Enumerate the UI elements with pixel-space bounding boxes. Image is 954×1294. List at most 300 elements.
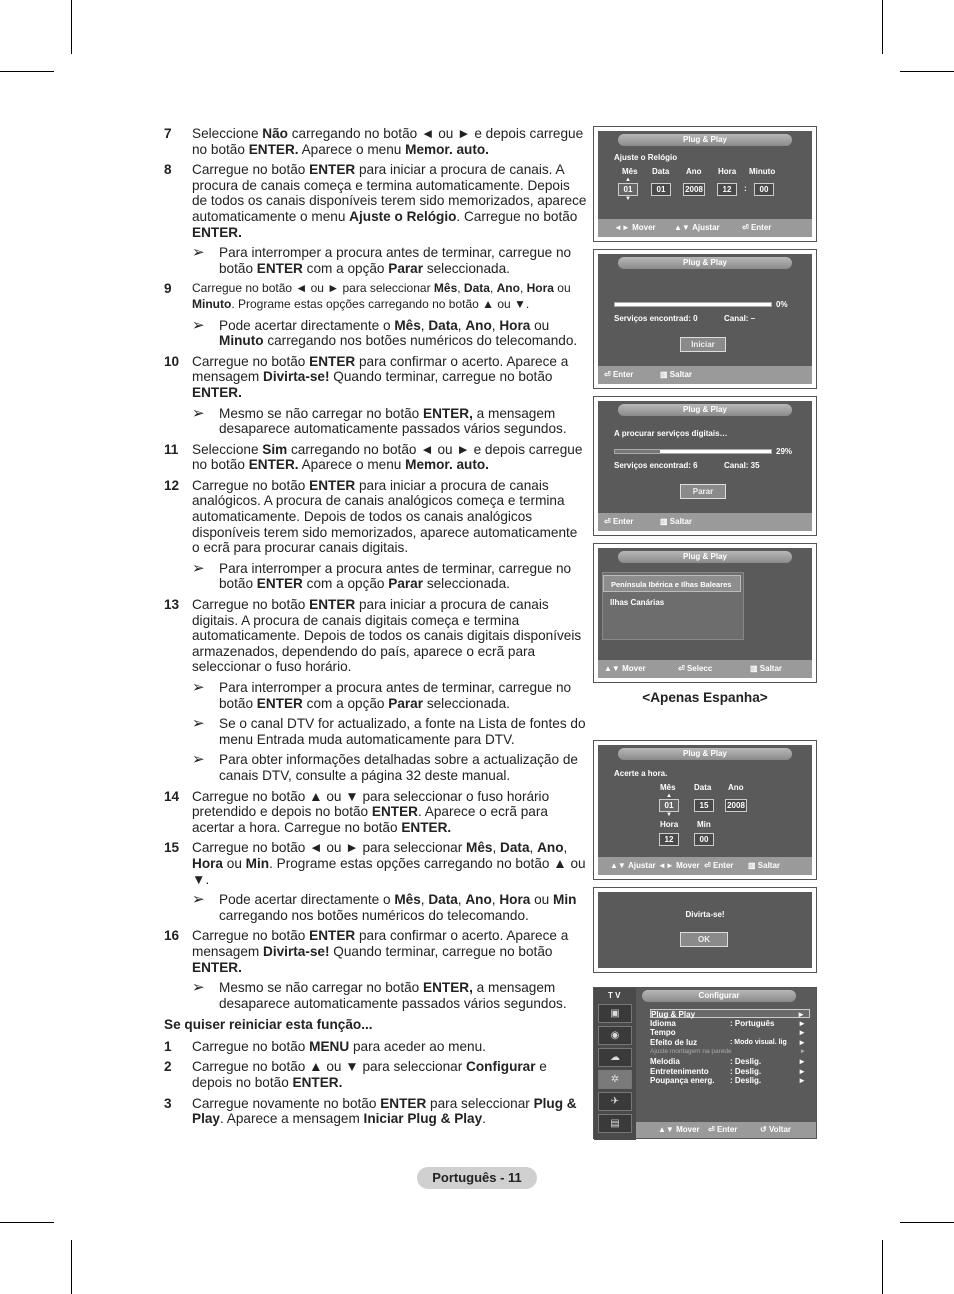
text-run: Mesmo se não carregar no botão xyxy=(219,980,424,996)
paragraph-text xyxy=(192,1096,577,1127)
bold-term: Data xyxy=(428,317,458,333)
text-run: , xyxy=(529,840,538,856)
menu-nav-bar xyxy=(636,1122,816,1138)
nav-enter: ⏎ Enter xyxy=(704,861,734,870)
menu-row-label: Melodia xyxy=(650,1057,680,1066)
text-run: ou xyxy=(530,892,554,908)
text-run: Carregue no botão ◄ ou ► para seleccionar xyxy=(192,281,434,296)
text-run: Para interromper a procura antes de terminar, carregue no botão xyxy=(219,245,572,276)
text-run: . Programe estas opções carregando no botão ▲ ou ▼. xyxy=(231,296,530,311)
text-run: Aparece o menu xyxy=(298,457,406,473)
text-run: Seleccione xyxy=(192,441,263,457)
page-footer: Português - 11 xyxy=(417,1167,537,1189)
nav-move: ◄► Mover xyxy=(658,861,700,870)
paragraph-text xyxy=(192,1059,547,1090)
bold-term: ENTER xyxy=(309,477,356,493)
bold-term: Ano xyxy=(537,840,564,856)
text-run: carregando no botão ◄ ou ► e depois carregue no botão xyxy=(192,441,583,473)
text-run: . Carregue no botão xyxy=(456,208,578,224)
text-run: seleccionada. xyxy=(423,695,510,711)
bold-term: ENTER. xyxy=(192,959,242,975)
bold-term: Ano xyxy=(496,281,520,296)
screen-nav-bar xyxy=(598,366,812,384)
bold-term: Parar xyxy=(388,260,424,276)
chevron-right-icon: ► xyxy=(798,1076,806,1086)
screen-enjoy xyxy=(593,887,817,973)
label-month: Mês xyxy=(660,783,676,792)
spain-only-caption: <Apenas Espanha> xyxy=(642,690,768,705)
bold-term: Hora xyxy=(192,855,223,871)
year-field[interactable]: 2008 xyxy=(725,799,747,812)
step-14: 14 Carregue no botão ▲ ou ▼ para seleccionar o fuso horário pretendido e depois no botão ENTER. Aparece o ecrã para acertar a hora. Carregue no botão ENTER. xyxy=(164,788,550,835)
paragraph-text xyxy=(192,840,586,886)
bold-term: Mês xyxy=(394,892,421,908)
stop-button[interactable]: Parar xyxy=(680,484,726,499)
menu-row-label: Plug & Play xyxy=(651,1010,696,1019)
bold-term: ENTER. xyxy=(401,819,452,835)
paragraph-text xyxy=(192,478,577,555)
nav-move: ◄► Mover xyxy=(614,223,656,232)
text-run: Se o canal DTV for actualizado, a fonte na Lista de fontes do menu Entrada muda automaticamente para DTV. xyxy=(219,716,586,747)
crop-mark xyxy=(71,1240,72,1294)
arrow-icon: ➢ xyxy=(192,316,205,334)
text-run: Mesmo se não carregar no botão xyxy=(219,405,424,421)
reset-title: Se quiser reiniciar esta função... xyxy=(164,1017,373,1033)
label-date: Data xyxy=(694,783,712,792)
text-run: Carregue no botão xyxy=(192,353,310,369)
channel-status: Canal: – xyxy=(724,314,756,323)
note-step-13a xyxy=(164,680,588,711)
text-run: Quando terminar, carregue no botão xyxy=(329,943,553,959)
text-run: seleccionada. xyxy=(423,260,510,276)
step-16: 16 Carregue no botão ENTER para confirmar o acerto. Aparece a mensagem Divirta-se! Quando terminar, carregue no botão ENTER. xyxy=(164,928,569,975)
text-run: com a opção xyxy=(302,576,389,592)
paragraph-text xyxy=(192,281,571,311)
hour-field[interactable]: 12 xyxy=(717,183,737,196)
enjoy-message: Divirta-se! xyxy=(685,910,725,919)
bold-term: Data xyxy=(463,281,490,296)
paragraph-text xyxy=(219,561,571,592)
label-month: Mês xyxy=(622,167,638,176)
scan-progress-bar xyxy=(614,449,772,454)
setup-menu-icon[interactable]: ✲ xyxy=(598,1070,632,1089)
chevron-right-icon: ► xyxy=(799,1048,806,1056)
text-run: ou xyxy=(222,855,246,871)
screen-nav-bar xyxy=(598,513,812,531)
screen-heading: Ajuste o Relógio xyxy=(614,153,678,162)
text-run: Carregue no botão ◄ ou ► para seleccionar xyxy=(192,840,467,856)
hour-field[interactable]: 12 xyxy=(659,833,679,846)
date-field[interactable]: 01 xyxy=(651,183,671,196)
screen-scanning xyxy=(593,396,817,536)
text-run: para confirmar o acerto. Aparece a mensagem xyxy=(192,928,569,959)
note-step-13b xyxy=(164,716,588,747)
bold-term: Data xyxy=(428,892,458,908)
screen-timezone xyxy=(593,543,817,683)
input-menu-icon[interactable]: ✈ xyxy=(598,1092,632,1111)
text-run: Carregue no botão xyxy=(192,1038,310,1054)
text-run: . Aparece o ecrã para acertar a hora. Carregue no botão xyxy=(192,804,548,835)
menu-row[interactable] xyxy=(650,1057,810,1066)
year-field[interactable]: 2008 xyxy=(683,183,705,196)
menu-row[interactable] xyxy=(650,1067,810,1076)
text-run: para seleccionar xyxy=(426,1095,534,1111)
bold-term: Ajuste o Relógio xyxy=(349,208,457,224)
bold-term: Iniciar Plug & Play xyxy=(363,1111,483,1127)
timezone-list xyxy=(602,572,744,640)
screen-scan-start xyxy=(593,249,817,389)
note-step-9 xyxy=(164,318,588,349)
menu-row-label: Tempo xyxy=(650,1028,676,1038)
arrow-icon: ➢ xyxy=(192,751,205,769)
paragraph-text xyxy=(219,980,567,1011)
scan-progress-bar xyxy=(614,302,772,307)
menu-sidebar xyxy=(594,988,636,1140)
nav-enter: ⏎ Enter xyxy=(708,1125,738,1134)
text-run: Para interromper a procura antes de terminar, carregue no botão xyxy=(219,560,572,592)
text-run: , xyxy=(492,840,501,856)
text-run: . xyxy=(482,1111,486,1127)
menu-row[interactable] xyxy=(650,1019,810,1028)
down-arrow-icon: ▼ xyxy=(625,196,631,202)
label-date: Data xyxy=(652,167,670,176)
menu-row-value: : Deslig. xyxy=(730,1076,762,1086)
date-field[interactable]: 15 xyxy=(694,799,714,812)
start-button[interactable]: Iniciar xyxy=(680,337,726,352)
screen-clock-setup xyxy=(593,126,817,242)
text-run: a mensagem desaparece automaticamente passados vários segundos. xyxy=(219,980,567,1011)
bold-term: ENTER xyxy=(380,1095,427,1111)
menu-row-value: : Modo visual. lig xyxy=(730,1038,787,1046)
note-step-8 xyxy=(164,245,588,276)
screen-setup-menu xyxy=(593,987,817,1139)
text-run: para iniciar a procura de canais digitais. A procura de canais digitais começa e termina automaticamente. Depois de todos os canais digitais disponíveis armazenados, dependendo do país, aparece o ecrã para seleccionar o fuso horário. xyxy=(192,597,582,675)
text-run: , xyxy=(457,892,466,908)
chevron-right-icon: ► xyxy=(798,1018,806,1028)
text-run: para confirmar o acerto. Aparece a mensagem xyxy=(192,353,569,385)
channel-menu-icon[interactable]: ☁ xyxy=(598,1048,632,1067)
screen-title: Plug & Play xyxy=(618,257,792,269)
crop-mark xyxy=(900,71,954,72)
bold-term: Plug & Play xyxy=(192,1095,577,1127)
paragraph-text xyxy=(192,126,583,157)
note-step-12 xyxy=(164,561,588,592)
paragraph-text xyxy=(192,597,581,674)
text-run: , xyxy=(563,840,568,856)
timezone-option-peninsula[interactable]: Península Ibérica e Ilhas Baleares xyxy=(603,575,741,592)
bold-term: Parar xyxy=(388,695,424,711)
screen-nav-bar xyxy=(598,219,812,237)
text-run: Carregue novamente no botão xyxy=(192,1095,381,1111)
screen-nav-bar xyxy=(598,857,812,875)
text-run: . Programe estas opções carregando no botão ▲ ou ▼. xyxy=(192,855,586,887)
reset-step-2: 2 Carregue no botão ▲ ou ▼ para seleccionar Configurar e depois no botão ENTER. xyxy=(164,1059,547,1091)
label-year: Ano xyxy=(686,167,702,176)
paragraph-text xyxy=(192,442,582,473)
arrow-icon: ➢ xyxy=(192,979,205,997)
crop-mark xyxy=(0,71,54,72)
menu-row[interactable] xyxy=(650,1009,810,1018)
menu-row-value: : Português xyxy=(730,1018,775,1028)
paragraph-text xyxy=(219,752,578,783)
paragraph-text xyxy=(192,354,568,400)
text-run: , xyxy=(420,892,429,908)
label-year: Ano xyxy=(728,783,744,792)
step-8: 8 Carregue no botão ENTER para iniciar a procura de canais. A procura de canais começa e termina automaticamente. Depois de todos os canais disponíveis terem sido memorizados, aparece automaticamente o menu Ajuste o Relógio. Carregue no botão ENTER. xyxy=(164,162,587,240)
reset-step-1: 1 Carregue no botão MENU para aceder ao menu. xyxy=(164,1038,486,1054)
min-field[interactable]: 00 xyxy=(694,833,714,846)
channel-status: Canal: 35 xyxy=(724,461,760,470)
bold-term: ENTER xyxy=(256,576,303,592)
arrow-icon: ➢ xyxy=(192,715,205,733)
text-run: Carregue no botão xyxy=(192,597,310,613)
bold-term: ENTER xyxy=(371,804,418,820)
picture-menu-icon[interactable]: ▣ xyxy=(598,1004,632,1023)
nav-skip: ▥ Saltar xyxy=(660,517,693,526)
step-11: 11 Seleccione Sim carregando no botão ◄ ou ► e depois carregue no botão ENTER. Aparece o menu Memor. auto. xyxy=(164,441,583,473)
text-run: Para obter informações detalhadas sobre a actualização de canais DTV, consulte a página 32 deste manual. xyxy=(219,752,578,783)
menu-row[interactable] xyxy=(650,1047,810,1056)
bold-term: ENTER, xyxy=(423,405,473,421)
label-min: Min xyxy=(697,820,711,829)
nav-skip: ▥ Saltar xyxy=(750,664,783,673)
bold-term: Ano xyxy=(465,317,492,333)
step-12: 12 Carregue no botão ENTER para iniciar a procura de canais analógicos. A procura de canais analógicos começa e termina automaticamente. Depois de todos os canais analógicos disponíveis terem sido memorizados, aparece automaticamente o ecrã para procurar canais digitais. xyxy=(164,477,578,556)
nav-skip: ▥ Saltar xyxy=(748,861,781,870)
scan-status: A procurar serviços digitais… xyxy=(614,429,728,438)
instructions-column xyxy=(164,126,588,1132)
bold-term: Min xyxy=(245,855,270,871)
text-run: Carregue no botão xyxy=(192,162,310,178)
menu-row[interactable] xyxy=(650,1038,810,1047)
arrow-icon: ➢ xyxy=(192,404,205,422)
scan-percent: 29% xyxy=(776,447,793,456)
bold-term: ENTER xyxy=(256,695,303,711)
down-arrow-icon: ▼ xyxy=(666,812,672,818)
text-run: com a opção xyxy=(302,695,389,711)
bold-term: ENTER. xyxy=(292,1075,343,1091)
month-field[interactable]: 01 xyxy=(659,799,679,812)
screen-title: Plug & Play xyxy=(618,748,792,760)
menu-row-label: Idioma xyxy=(650,1018,676,1028)
bold-term: ENTER, xyxy=(423,980,473,996)
text-run: para iniciar a procura de canais. A procura de canais começa e termina automaticamente. Depois de todos os canais disponíveis terem sido memorizados, aparece automaticamente o menu xyxy=(192,162,587,224)
services-found: Serviços encontrad: 6 xyxy=(614,461,698,470)
bold-term: Minuto xyxy=(219,333,264,349)
bold-term: Hora xyxy=(526,281,554,296)
note-step-10 xyxy=(164,406,588,437)
chevron-right-icon: ► xyxy=(798,1057,806,1066)
nav-move: ▲▼ Mover xyxy=(658,1125,700,1134)
up-arrow-icon: ▲ xyxy=(666,793,672,799)
step-7: 7 Seleccione Não carregando no botão ◄ ou ► e depois carregue no botão ENTER. Aparece o menu Memor. auto. xyxy=(164,126,584,157)
text-run: a mensagem desaparece automaticamente passados vários segundos. xyxy=(219,405,567,437)
bold-term: ENTER xyxy=(256,260,303,276)
bold-term: ENTER. xyxy=(248,457,299,473)
paragraph-text xyxy=(219,892,576,923)
text-run: Quando terminar, carregue no botão xyxy=(329,369,553,385)
screen-heading: Acerte a hora. xyxy=(614,769,668,778)
bold-term: Mês xyxy=(394,317,421,333)
paragraph-text xyxy=(192,1039,486,1054)
bold-term: Sim xyxy=(262,441,288,457)
screen-set-time xyxy=(593,740,817,880)
bold-term: ENTER. xyxy=(248,141,299,157)
month-field[interactable]: 01 xyxy=(618,183,638,196)
bold-term: ENTER xyxy=(309,928,356,944)
menu-row-label: Efeito de luz xyxy=(650,1037,698,1047)
bold-term: Configurar xyxy=(466,1059,536,1075)
text-run: com a opção xyxy=(302,260,389,276)
arrow-icon: ➢ xyxy=(192,244,205,262)
bold-term: Hora xyxy=(499,317,531,333)
ok-button[interactable]: OK xyxy=(680,932,728,947)
chevron-right-icon: ► xyxy=(798,1037,806,1047)
text-run: Pode acertar directamente o xyxy=(219,892,395,908)
text-run: , xyxy=(491,892,500,908)
bold-term: MENU xyxy=(309,1038,350,1054)
timezone-option-canarias[interactable]: Ilhas Canárias xyxy=(610,598,665,607)
nav-adjust: ▲▼ Ajustar xyxy=(610,861,656,870)
bold-term: Mês xyxy=(433,281,458,296)
menu-row[interactable] xyxy=(650,1028,810,1037)
text-run: seleccionada. xyxy=(423,576,510,592)
bold-term: Divirta-se! xyxy=(263,369,330,385)
label-hour: Hora xyxy=(660,820,679,829)
menu-row-value: : Deslig. xyxy=(730,1057,762,1066)
scan-percent: 0% xyxy=(776,300,788,309)
text-run: , xyxy=(457,281,464,296)
bold-term: ENTER. xyxy=(192,224,242,240)
screen-title: Plug & Play xyxy=(618,134,792,146)
arrow-icon: ➢ xyxy=(192,559,205,577)
chevron-right-icon: ► xyxy=(798,1028,806,1038)
text-run: carregando nos botões numéricos do telecomando. xyxy=(263,333,578,349)
bold-term: ENTER xyxy=(309,597,356,613)
nav-adjust: ▲▼ Ajustar xyxy=(674,223,720,232)
screen-nav-bar xyxy=(598,660,812,678)
tv-tab: T V xyxy=(608,991,621,1000)
text-run: . Aparece a mensagem xyxy=(219,1111,364,1127)
scan-progress-fill xyxy=(615,450,660,453)
menu-row[interactable] xyxy=(650,1076,810,1085)
step-15: 15 Carregue no botão ◄ ou ► para seleccionar Mês, Data, Ano, Hora ou Min. Programe estas opções carregando no botão ▲ ou ▼. xyxy=(164,840,586,887)
step-9: 9 Carregue no botão ◄ ou ► para seleccionar Mês, Data, Ano, Hora ou Minuto. Programe estas opções carregando no botão ▲ ou ▼. xyxy=(164,281,571,311)
nav-select: ⏎ Selecc xyxy=(678,664,713,673)
nav-return: ↺ Voltar xyxy=(760,1125,792,1134)
bold-term: ENTER. xyxy=(192,384,242,400)
bold-term: Minuto xyxy=(192,296,232,311)
minute-field[interactable]: 00 xyxy=(754,183,774,196)
text-run: Seleccione xyxy=(192,126,263,141)
crop-mark xyxy=(882,1240,883,1294)
text-run: para aceder ao menu. xyxy=(349,1038,486,1054)
text-run: Carregue no botão ▲ ou ▼ para seleccionar xyxy=(192,1059,467,1075)
app-menu-icon[interactable]: ▤ xyxy=(598,1114,632,1133)
bold-term: Memor. auto. xyxy=(405,457,489,473)
nav-enter: ⏎ Enter xyxy=(604,517,634,526)
crop-mark xyxy=(882,0,883,54)
note-step-15 xyxy=(164,892,588,923)
paragraph-text xyxy=(219,406,567,437)
chevron-right-icon: ► xyxy=(798,1066,806,1076)
menu-row-value: : Deslig. xyxy=(730,1066,762,1076)
bold-term: Não xyxy=(262,126,288,141)
text-run: , xyxy=(491,317,500,333)
bold-term: ENTER xyxy=(309,353,356,369)
text-run: ou xyxy=(553,281,571,296)
crop-mark xyxy=(71,0,72,54)
nav-skip: ▥ Saltar xyxy=(660,370,693,379)
arrow-icon: ➢ xyxy=(192,891,205,909)
text-run: e depois no botão xyxy=(192,1059,547,1091)
bold-term: Parar xyxy=(388,576,424,592)
menu-title: Configurar xyxy=(642,990,796,1002)
time-colon: : xyxy=(744,184,747,193)
step-10: 10 Carregue no botão ENTER para confirmar o acerto. Aparece a mensagem Divirta-se! Quando terminar, carregue no botão ENTER. xyxy=(164,353,569,400)
bold-term: Ano xyxy=(465,892,492,908)
text-run: Carregue no botão ▲ ou ▼ para seleccionar o fuso horário pretendido e depois no botão xyxy=(192,788,550,820)
nav-move: ▲▼ Mover xyxy=(604,664,646,673)
step-13: 13 Carregue no botão ENTER para iniciar a procura de canais digitais. A procura de canais digitais começa e termina automaticamente. Depois de todos os canais digitais disponíveis armazenados, dependendo do país, aparece o ecrã para seleccionar o fuso horário. xyxy=(164,597,582,675)
arrow-icon: ➢ xyxy=(192,679,205,696)
text-run: Aparece o menu xyxy=(298,141,406,157)
text-run: para iniciar a procura de canais analógicos. A procura de canais analógicos começa e termina automaticamente. Depois de todos os canais analógicos disponíveis terem sido memorizados, aparece automaticamente o ecrã para procurar canais digitais. xyxy=(192,477,578,556)
bold-term: Hora xyxy=(499,892,531,908)
paragraph-text xyxy=(192,928,568,974)
screen-title: Plug & Play xyxy=(618,551,792,563)
bold-term: Mês xyxy=(466,840,493,856)
label-minute: Minuto xyxy=(749,167,776,176)
label-hour: Hora xyxy=(718,167,737,176)
bold-term: Memor. auto. xyxy=(405,141,489,157)
note-step-13c xyxy=(164,752,588,783)
crop-mark xyxy=(900,1222,954,1223)
menu-row-label: Poupança energ. xyxy=(650,1076,715,1086)
paragraph-text xyxy=(219,680,571,711)
paragraph-text xyxy=(219,318,577,349)
menu-row-label: Entretenimento xyxy=(650,1066,709,1076)
text-run: Carregue no botão xyxy=(192,477,310,493)
menu-row-label: Ajuste montagem na parede xyxy=(650,1048,732,1056)
text-run: , xyxy=(489,281,497,296)
nav-enter: ⏎ Enter xyxy=(742,223,772,232)
text-run: , xyxy=(519,281,527,296)
reset-step-3: 3 Carregue novamente no botão ENTER para seleccionar Plug & Play. Aparece a mensagem Iniciar Plug & Play. xyxy=(164,1095,577,1127)
screen-title: Plug & Play xyxy=(618,404,792,416)
text-run: carregando nos botões numéricos do telecomando. xyxy=(219,907,529,923)
bold-term: Min xyxy=(553,892,577,908)
paragraph-text xyxy=(219,716,586,747)
paragraph-text xyxy=(219,245,571,276)
paragraph-text xyxy=(192,789,549,835)
paragraph-text xyxy=(192,162,586,239)
crop-mark xyxy=(0,1222,54,1223)
up-arrow-icon: ▲ xyxy=(625,177,631,183)
bold-term: Divirta-se! xyxy=(263,943,330,959)
sound-menu-icon[interactable]: ◉ xyxy=(598,1026,632,1045)
text-run: Carregue no botão xyxy=(192,928,310,944)
text-run: carregando no botão ◄ ou ► e depois carregue no botão xyxy=(192,126,584,157)
text-run: ou xyxy=(530,317,550,333)
text-run: , xyxy=(420,317,429,333)
text-run: Pode acertar directamente o xyxy=(219,317,395,333)
bold-term: ENTER xyxy=(309,162,356,178)
nav-enter: ⏎ Enter xyxy=(604,370,634,379)
note-step-16 xyxy=(164,980,588,1011)
text-run: , xyxy=(457,317,466,333)
services-found: Serviços encontrad: 0 xyxy=(614,314,698,323)
